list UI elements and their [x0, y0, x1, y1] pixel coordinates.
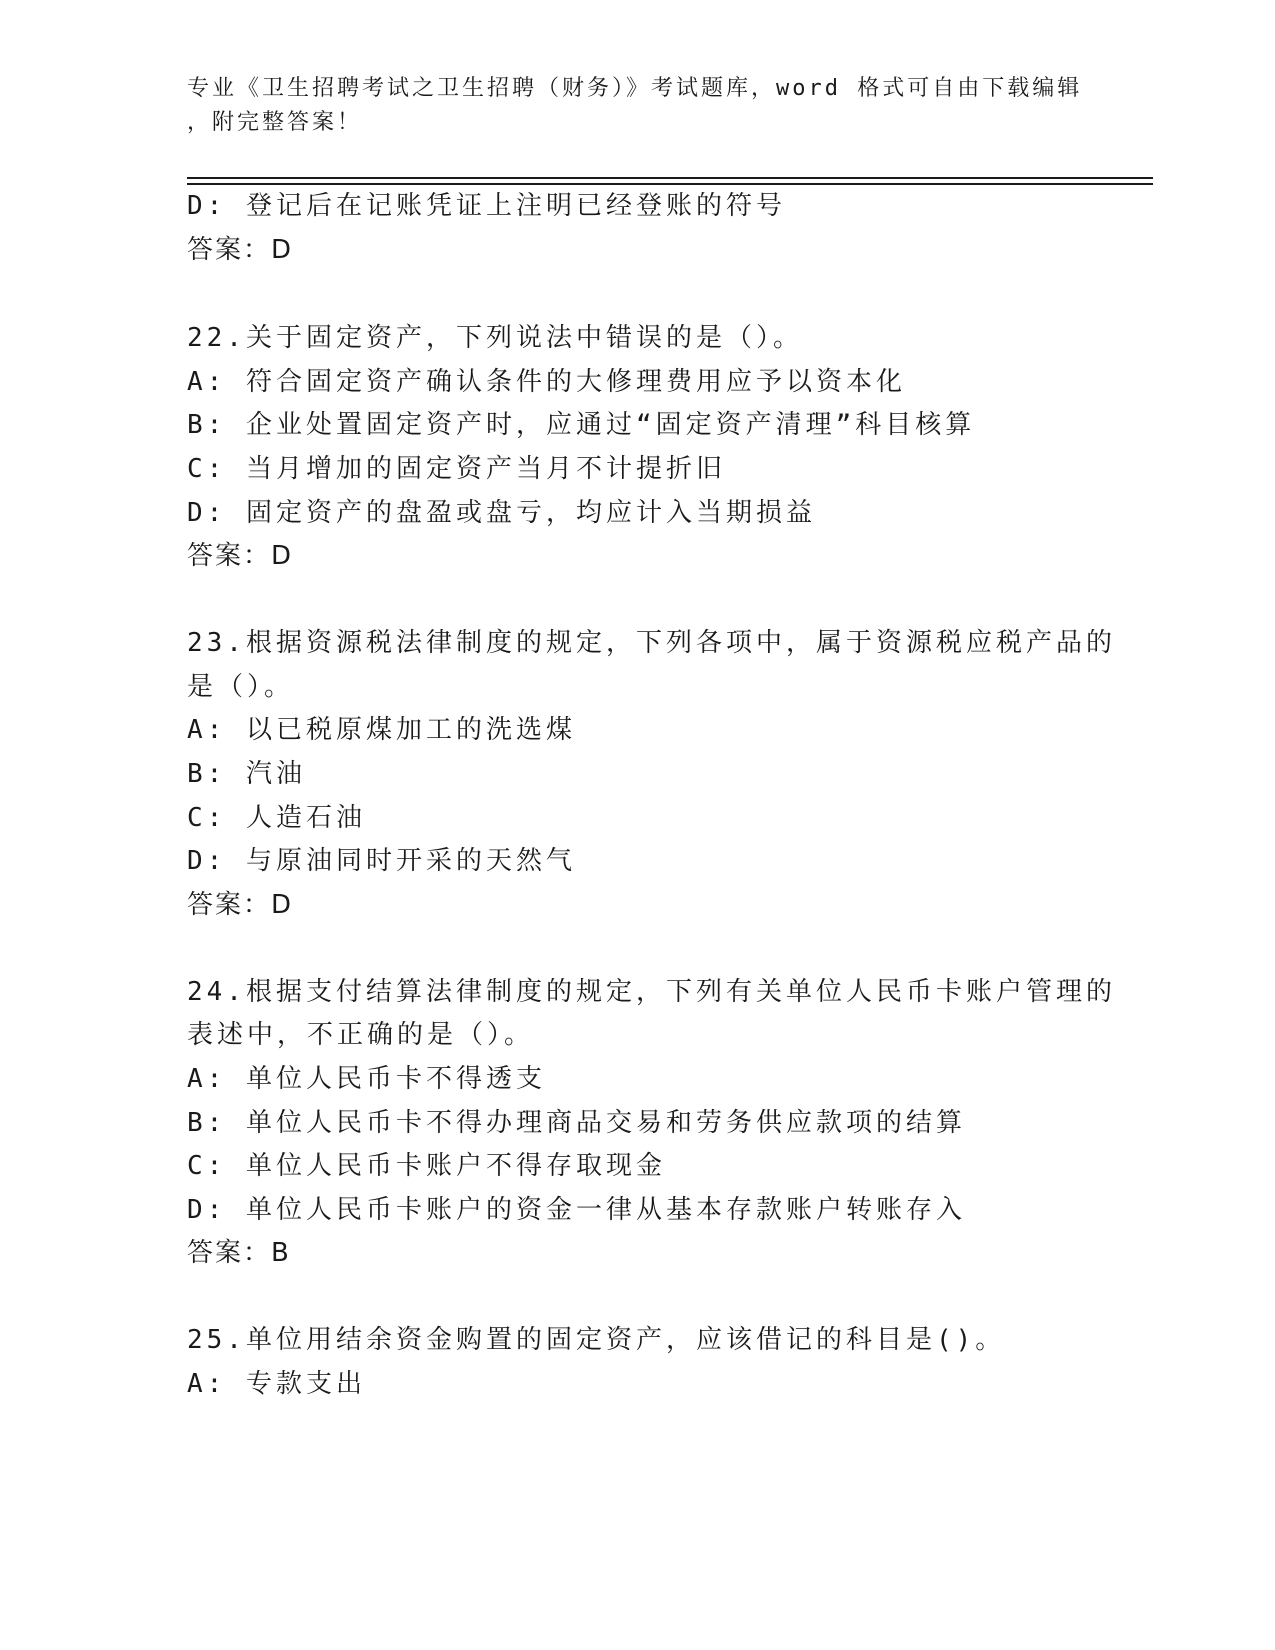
header-line-1: 专业《卫生招聘考试之卫生招聘（财务）》考试题库，word 格式可自由下载编辑 — [187, 76, 1083, 101]
q22-answer: 答案：D — [187, 541, 294, 571]
q25-stem: 25.单位用结余资金购置的固定资产，应该借记的科目是()。 — [187, 1325, 1006, 1355]
header-divider-bottom — [187, 183, 1153, 185]
q22-stem: 22.关于固定资产，下列说法中错误的是（）。 — [187, 323, 803, 353]
q22-option-b: B: 企业处置固定资产时，应通过“固定资产清理”科目核算 — [187, 410, 976, 440]
q24-option-d: D: 单位人民币卡账户的资金一律从基本存款账户转账存入 — [187, 1195, 966, 1225]
q23-stem-line-2: 是（）。 — [187, 672, 295, 702]
q25-option-a: A: 专款支出 — [187, 1369, 366, 1399]
q24-option-a: A: 单位人民币卡不得透支 — [187, 1064, 546, 1094]
q23-option-a: A: 以已税原煤加工的洗选煤 — [187, 715, 576, 745]
q24-stem-line-1: 24.根据支付结算法律制度的规定，下列有关单位人民币卡账户管理的 — [187, 977, 1116, 1007]
q24-stem-line-2: 表述中，不正确的是（）。 — [187, 1020, 535, 1050]
q23-stem-line-1: 23.根据资源税法律制度的规定，下列各项中，属于资源税应税产品的 — [187, 628, 1116, 658]
header-divider-top — [187, 177, 1153, 179]
document-header — [187, 72, 1087, 140]
q23-option-c: C: 人造石油 — [187, 803, 366, 833]
q23-option-b: B: 汽油 — [187, 759, 306, 789]
q23-option-d: D: 与原油同时开采的天然气 — [187, 846, 576, 876]
prev-option-d: D: 登记后在记账凭证上注明已经登账的符号 — [187, 191, 786, 221]
q22-option-c: C: 当月增加的固定资产当月不计提折旧 — [187, 454, 726, 484]
q24-answer: 答案：B — [187, 1238, 291, 1268]
q23-answer: 答案：D — [187, 890, 294, 920]
q24-option-b: B: 单位人民币卡不得办理商品交易和劳务供应款项的结算 — [187, 1108, 966, 1138]
q22-option-d: D: 固定资产的盘盈或盘亏，均应计入当期损益 — [187, 498, 816, 528]
header-line-2: ，附完整答案！ — [187, 110, 363, 135]
prev-answer: 答案：D — [187, 235, 294, 265]
q22-option-a: A: 符合固定资产确认条件的大修理费用应予以资本化 — [187, 367, 906, 397]
q24-option-c: C: 单位人民币卡账户不得存取现金 — [187, 1151, 666, 1181]
